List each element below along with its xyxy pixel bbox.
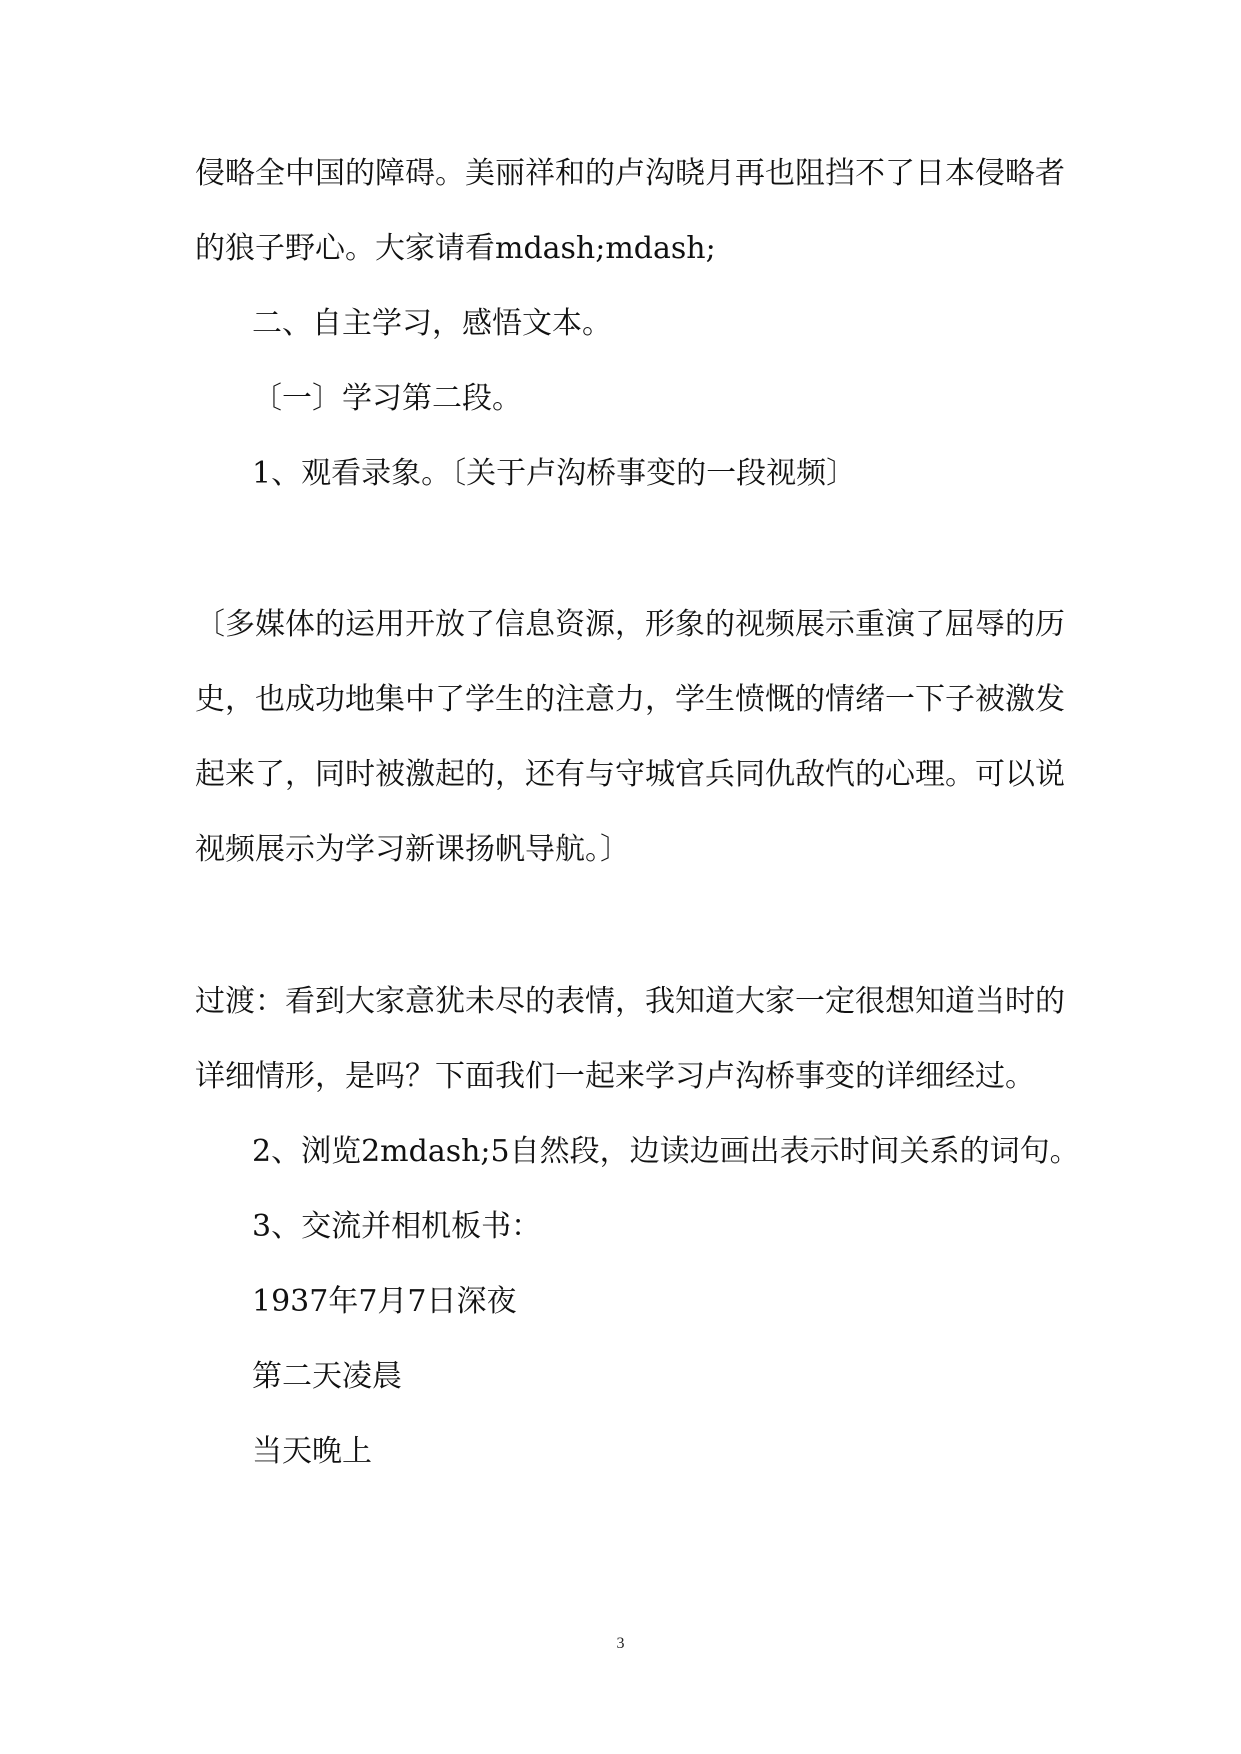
board-note: 当天晚上 <box>252 1434 372 1469</box>
step-item: 2、浏览2mdash;5自然段，边读边画出表示时间关系的词句。 <box>252 1134 1080 1169</box>
transition-line: 过渡：看到大家意犹未尽的表情，我知道大家一定很想知道当时的 <box>195 984 1065 1019</box>
commentary-line: 视频展示为学习新课扬帆导航。〕 <box>195 832 630 867</box>
paragraph-line: 侵略全中国的障碍。美丽祥和的卢沟晓月再也阻挡不了日本侵略者 <box>195 156 1065 191</box>
commentary-line: 〔多媒体的运用开放了信息资源，形象的视频展示重演了屈辱的历 <box>195 607 1065 642</box>
step-item: 3、交流并相机板书： <box>252 1209 542 1244</box>
paragraph-line: 的狼子野心。大家请看mdash;mdash; <box>195 231 716 266</box>
commentary-line: 起来了，同时被激起的，还有与守城官兵同仇敌忾的心理。可以说 <box>195 757 1065 792</box>
section-heading: 二、自主学习，感悟文本。 <box>252 306 612 341</box>
page-number: 3 <box>616 1635 625 1652</box>
board-note: 第二天凌晨 <box>252 1359 402 1394</box>
transition-line: 详细情形，是吗？下面我们一起来学习卢沟桥事变的详细经过。 <box>195 1059 1035 1094</box>
step-item: 1、观看录象。〔关于卢沟桥事变的一段视频〕 <box>252 456 857 491</box>
board-note: 1937年7月7日深夜 <box>252 1284 517 1319</box>
commentary-line: 史，也成功地集中了学生的注意力，学生愤慨的情绪一下子被激发 <box>195 682 1065 717</box>
subsection-heading: 〔一〕学习第二段。 <box>252 381 522 416</box>
